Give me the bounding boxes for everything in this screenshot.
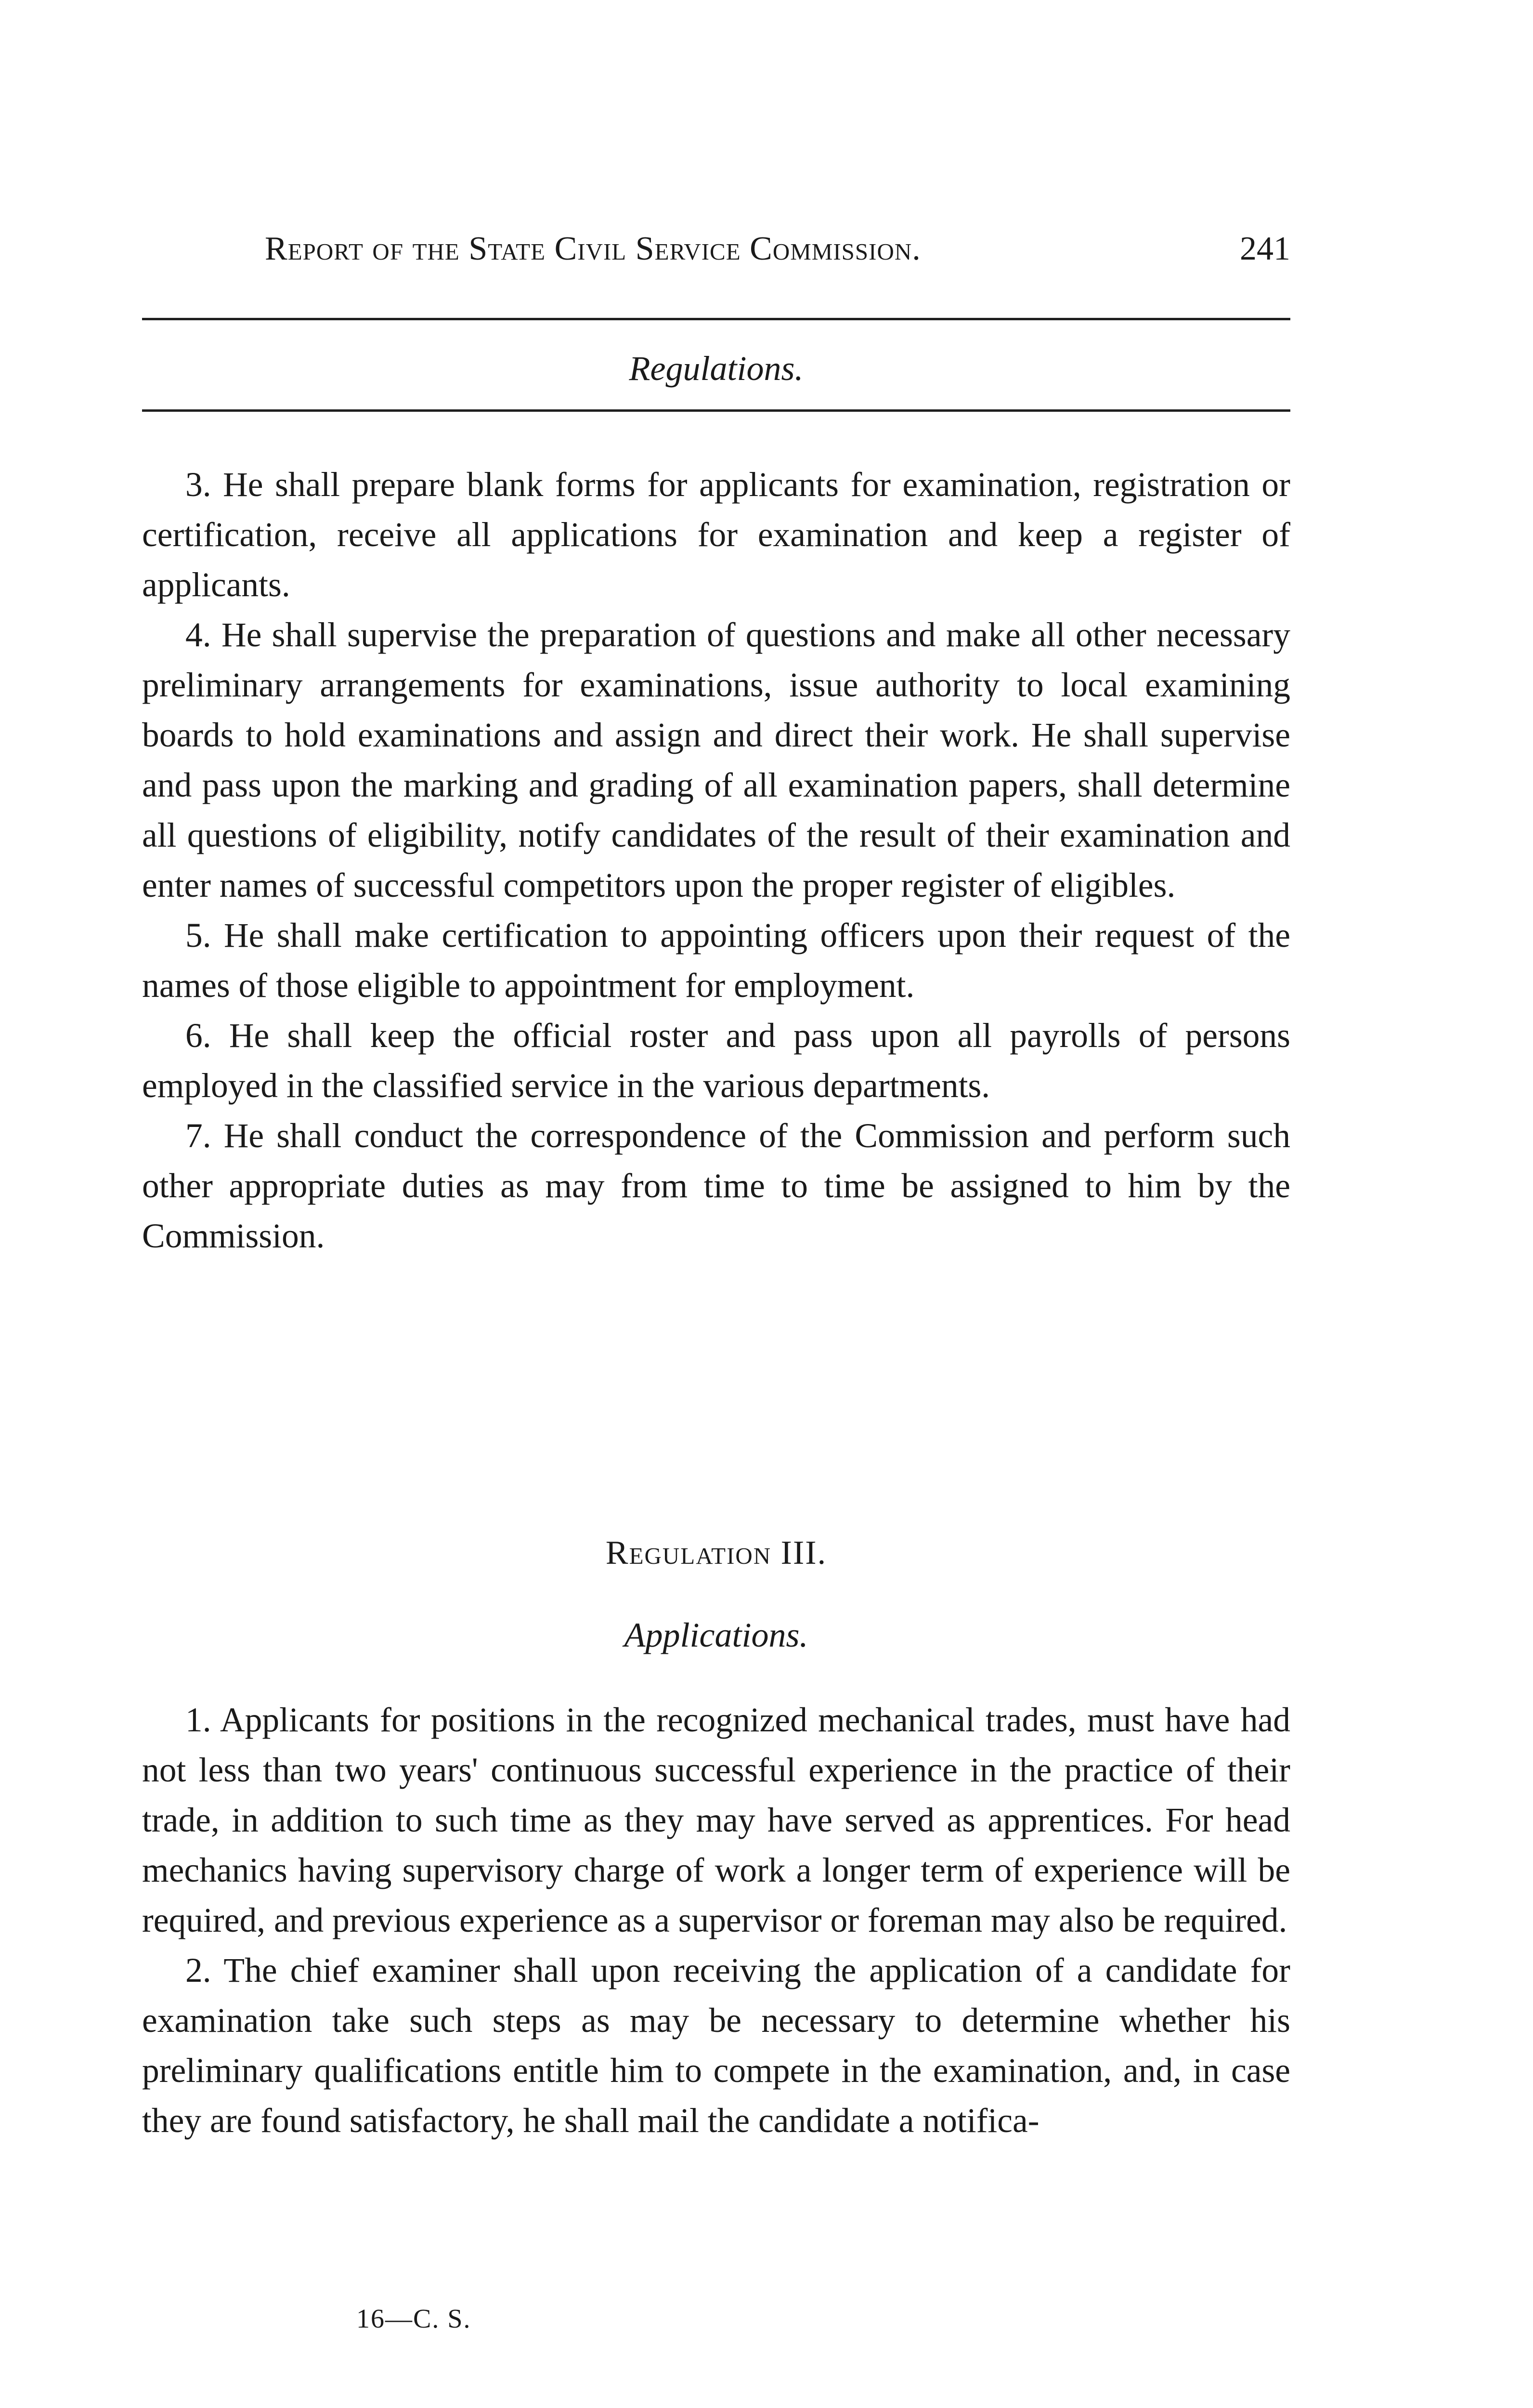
paragraph-item-4: 4. He shall supervise the preparation of questions and make all other necessary preliminary arrangements for examinations, issue authority to local examining boards to hold examinations and assign and direct their work. He shall supervise and pass upon the marking and grading of all examination papers, shall determine all questions of eligibility, notify candidates of the result of their examination and enter names of successful competitors upon the proper register of eligibles. xyxy=(142,616,1290,904)
regulation-subtitle: Applications. xyxy=(624,1616,808,1654)
page-number: 241 xyxy=(1240,230,1290,267)
duties-paragraphs xyxy=(142,460,1290,1261)
signature-mark: 16—C. S. xyxy=(356,2304,471,2334)
paragraph-item-1: 1. Applicants for positions in the recognized mechanical trades, must have had not less than two years' continuous successful experience in the practice of their trade, in addition to such time as they may have served as apprentices. For head mechanics having supervisory charge of work a longer term of experience will be required, and previous experience as a supervisor or foreman may also be required. xyxy=(142,1701,1290,1939)
paragraph-item-3: 3. He shall prepare blank forms for applicants for examination, registration or certification, receive all applications for examination and keep a register of applicants. xyxy=(142,466,1290,604)
header-rule-top xyxy=(142,318,1290,320)
section-heading: Regulations. xyxy=(629,349,804,388)
header-rule-bottom xyxy=(142,409,1290,412)
paragraph-item-5: 5. He shall make certification to appointing officers upon their request of the names of those eligible to appointment for employment. xyxy=(142,916,1290,1005)
running-title: Report of the State Civil Service Commission. xyxy=(265,230,921,267)
applications-paragraphs xyxy=(142,1695,1290,2146)
running-header xyxy=(265,222,1290,275)
regulation-title: Regulation III. xyxy=(605,1534,827,1571)
paragraph-item-6: 6. He shall keep the official roster and pass upon all payrolls of persons employed in the classified service in the various departments. xyxy=(142,1017,1290,1105)
paragraph-item-7: 7. He shall conduct the correspondence of the Commission and perform such other appropriate duties as may from time to time be assigned to him by the Commission. xyxy=(142,1117,1290,1255)
paragraph-item-2: 2. The chief examiner shall upon receiving the application of a candidate for examination take such steps as may be necessary to determine whether his preliminary qualifications entitle him to compete in the examination, and, in case they are found satisfactory, he shall mail the candidate a notifica- xyxy=(142,1951,1290,2140)
